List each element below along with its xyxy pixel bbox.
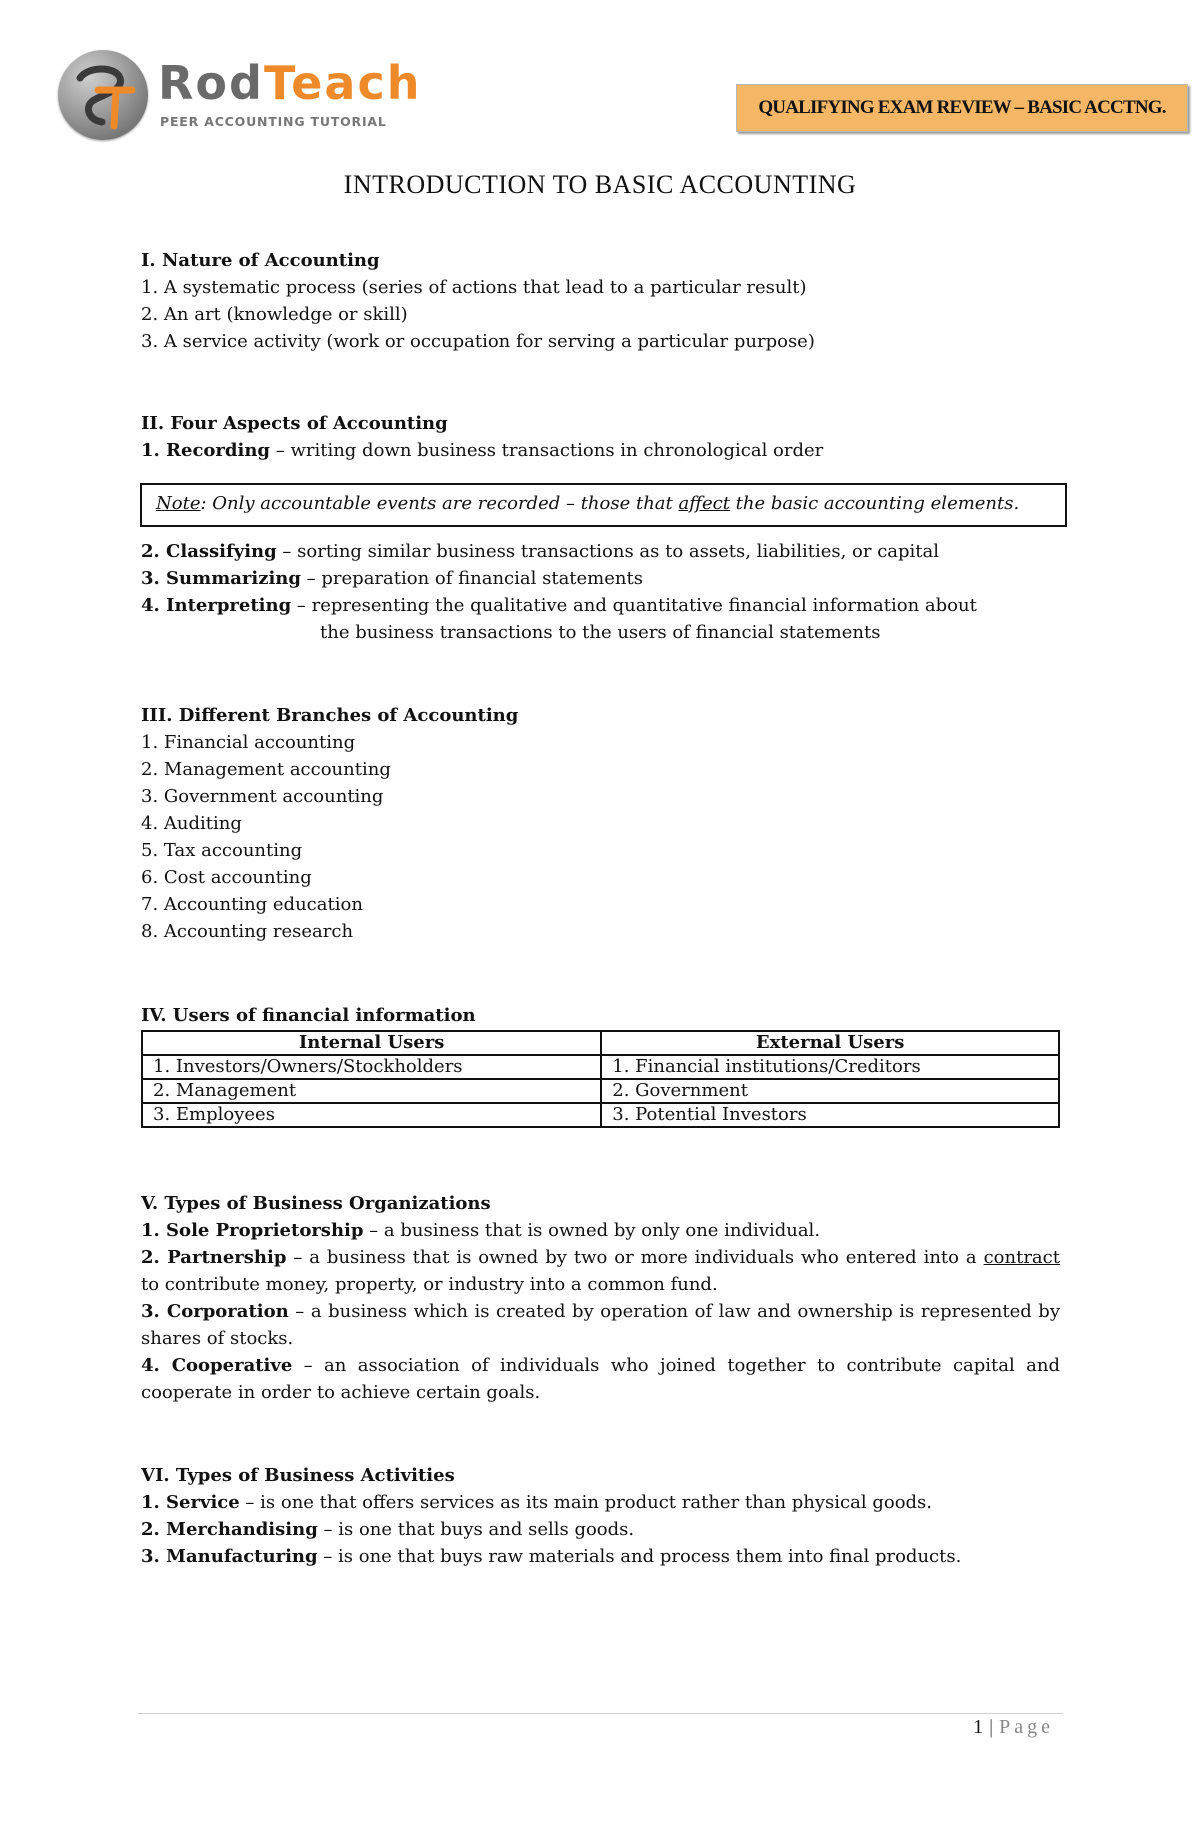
item-term: 3. Manufacturing bbox=[141, 1546, 318, 1567]
logo-name-teach: Teach bbox=[263, 56, 422, 110]
section-3-item: 2. Management accounting bbox=[141, 759, 391, 780]
section-3-item: 5. Tax accounting bbox=[141, 840, 303, 861]
section-3-item: 4. Auditing bbox=[141, 813, 242, 834]
users-table bbox=[141, 1030, 1060, 1128]
table-header-row bbox=[142, 1031, 1059, 1055]
section-4-heading: IV. Users of financial information bbox=[141, 1005, 476, 1026]
section-1-heading: I. Nature of Accounting bbox=[141, 250, 380, 271]
item-description: – writing down business transactions in chronological order bbox=[270, 440, 824, 461]
section-5-item bbox=[141, 1244, 1060, 1298]
note-text bbox=[156, 493, 1019, 514]
section-6-item bbox=[141, 1489, 932, 1516]
table-cell: 3. Potential Investors bbox=[601, 1103, 1059, 1127]
item-description: – an association of individuals who joined together to contribute capital and cooperate in order to achieve certain goals. bbox=[141, 1355, 1060, 1403]
footer-separator: | bbox=[989, 1716, 994, 1738]
item-term: 4. Cooperative bbox=[141, 1355, 293, 1376]
section-2-item bbox=[141, 437, 823, 464]
section-3-item: 8. Accounting research bbox=[141, 921, 354, 942]
item-term: 4. Interpreting bbox=[141, 595, 292, 616]
section-1-item: 3. A service activity (work or occupation for serving a particular purpose) bbox=[141, 331, 815, 352]
section-5-item bbox=[141, 1352, 1060, 1406]
logo-name-rod: Rod bbox=[158, 56, 264, 110]
note-label: Note bbox=[156, 493, 201, 514]
table-cell: 3. Employees bbox=[142, 1103, 601, 1127]
section-2-item-continuation: the business transactions to the users of financial statements bbox=[320, 622, 881, 643]
section-6-item bbox=[141, 1516, 634, 1543]
exam-label-badge: QUALIFYING EXAM REVIEW – BASIC ACCTNG. bbox=[736, 84, 1188, 132]
page-label: Page bbox=[999, 1716, 1054, 1738]
section-1-item: 2. An art (knowledge or skill) bbox=[141, 304, 408, 325]
section-2-item bbox=[141, 592, 977, 619]
section-3-item: 1. Financial accounting bbox=[141, 732, 356, 753]
table-row bbox=[142, 1079, 1059, 1103]
section-3-item: 3. Government accounting bbox=[141, 786, 384, 807]
note-text-part: : Only accountable events are recorded – those that bbox=[200, 493, 679, 514]
column-header-external: External Users bbox=[601, 1031, 1059, 1055]
section-2-item bbox=[141, 565, 643, 592]
item-term: 3. Summarizing bbox=[141, 568, 301, 589]
item-description: – preparation of financial statements bbox=[300, 568, 643, 589]
note-underlined-word: affect bbox=[678, 493, 730, 514]
page-footer bbox=[973, 1716, 1054, 1739]
section-5-item bbox=[141, 1298, 1060, 1352]
section-5-heading: V. Types of Business Organizations bbox=[141, 1193, 491, 1214]
item-description: – a business that is owned by two or more individuals who entered into a bbox=[286, 1247, 984, 1268]
item-term: 2. Partnership bbox=[141, 1247, 287, 1268]
table-row bbox=[142, 1055, 1059, 1079]
section-3-heading: III. Different Branches of Accounting bbox=[141, 705, 519, 726]
section-1-item: 1. A systematic process (series of actions that lead to a particular result) bbox=[141, 277, 807, 298]
table-cell: 2. Government bbox=[601, 1079, 1059, 1103]
table-cell: 2. Management bbox=[142, 1079, 601, 1103]
item-description: to contribute money, property, or industry into a common fund. bbox=[141, 1274, 718, 1295]
item-term: 1. Service bbox=[141, 1492, 240, 1513]
note-box bbox=[140, 483, 1067, 527]
item-term: 2. Merchandising bbox=[141, 1519, 318, 1540]
item-term: 1. Recording bbox=[141, 440, 271, 461]
logo-tagline: PEER ACCOUNTING TUTORIAL bbox=[160, 114, 387, 129]
item-description: – a business which is created by operation of law and ownership is represented by shares of stocks. bbox=[141, 1301, 1061, 1349]
section-6-heading: VI. Types of Business Activities bbox=[141, 1465, 455, 1486]
logo-name bbox=[158, 56, 422, 110]
document-title: INTRODUCTION TO BASIC ACCOUNTING bbox=[343, 170, 857, 199]
footer-divider bbox=[138, 1713, 1063, 1714]
section-3-item: 6. Cost accounting bbox=[141, 867, 312, 888]
item-description: – a business that is owned by only one individual. bbox=[363, 1220, 821, 1241]
item-description: – is one that offers services as its main product rather than physical goods. bbox=[239, 1492, 933, 1513]
item-description: – is one that buys raw materials and process them into final products. bbox=[317, 1546, 962, 1567]
item-term: 3. Corporation bbox=[141, 1301, 289, 1322]
item-description: – representing the qualitative and quantitative financial information about bbox=[291, 595, 977, 616]
table-cell: 1. Investors/Owners/Stockholders bbox=[142, 1055, 601, 1079]
section-2-item bbox=[141, 538, 939, 565]
section-6-item bbox=[141, 1543, 961, 1570]
page-number: 1 bbox=[973, 1716, 984, 1738]
column-header-internal: Internal Users bbox=[142, 1031, 601, 1055]
table-cell: 1. Financial institutions/Creditors bbox=[601, 1055, 1059, 1079]
item-description: – sorting similar business transactions as to assets, liabilities, or capital bbox=[276, 541, 940, 562]
rodteach-logo bbox=[58, 50, 428, 145]
underlined-word: contract bbox=[983, 1247, 1060, 1268]
section-2-heading: II. Four Aspects of Accounting bbox=[141, 413, 448, 434]
note-text-part: the basic accounting elements. bbox=[729, 493, 1020, 514]
item-description: – is one that buys and sells goods. bbox=[317, 1519, 635, 1540]
logo-emblem-icon bbox=[58, 50, 148, 140]
table-row bbox=[142, 1103, 1059, 1127]
section-3-item: 7. Accounting education bbox=[141, 894, 363, 915]
item-term: 1. Sole Proprietorship bbox=[141, 1220, 364, 1241]
section-5-item bbox=[141, 1217, 820, 1244]
item-term: 2. Classifying bbox=[141, 541, 277, 562]
